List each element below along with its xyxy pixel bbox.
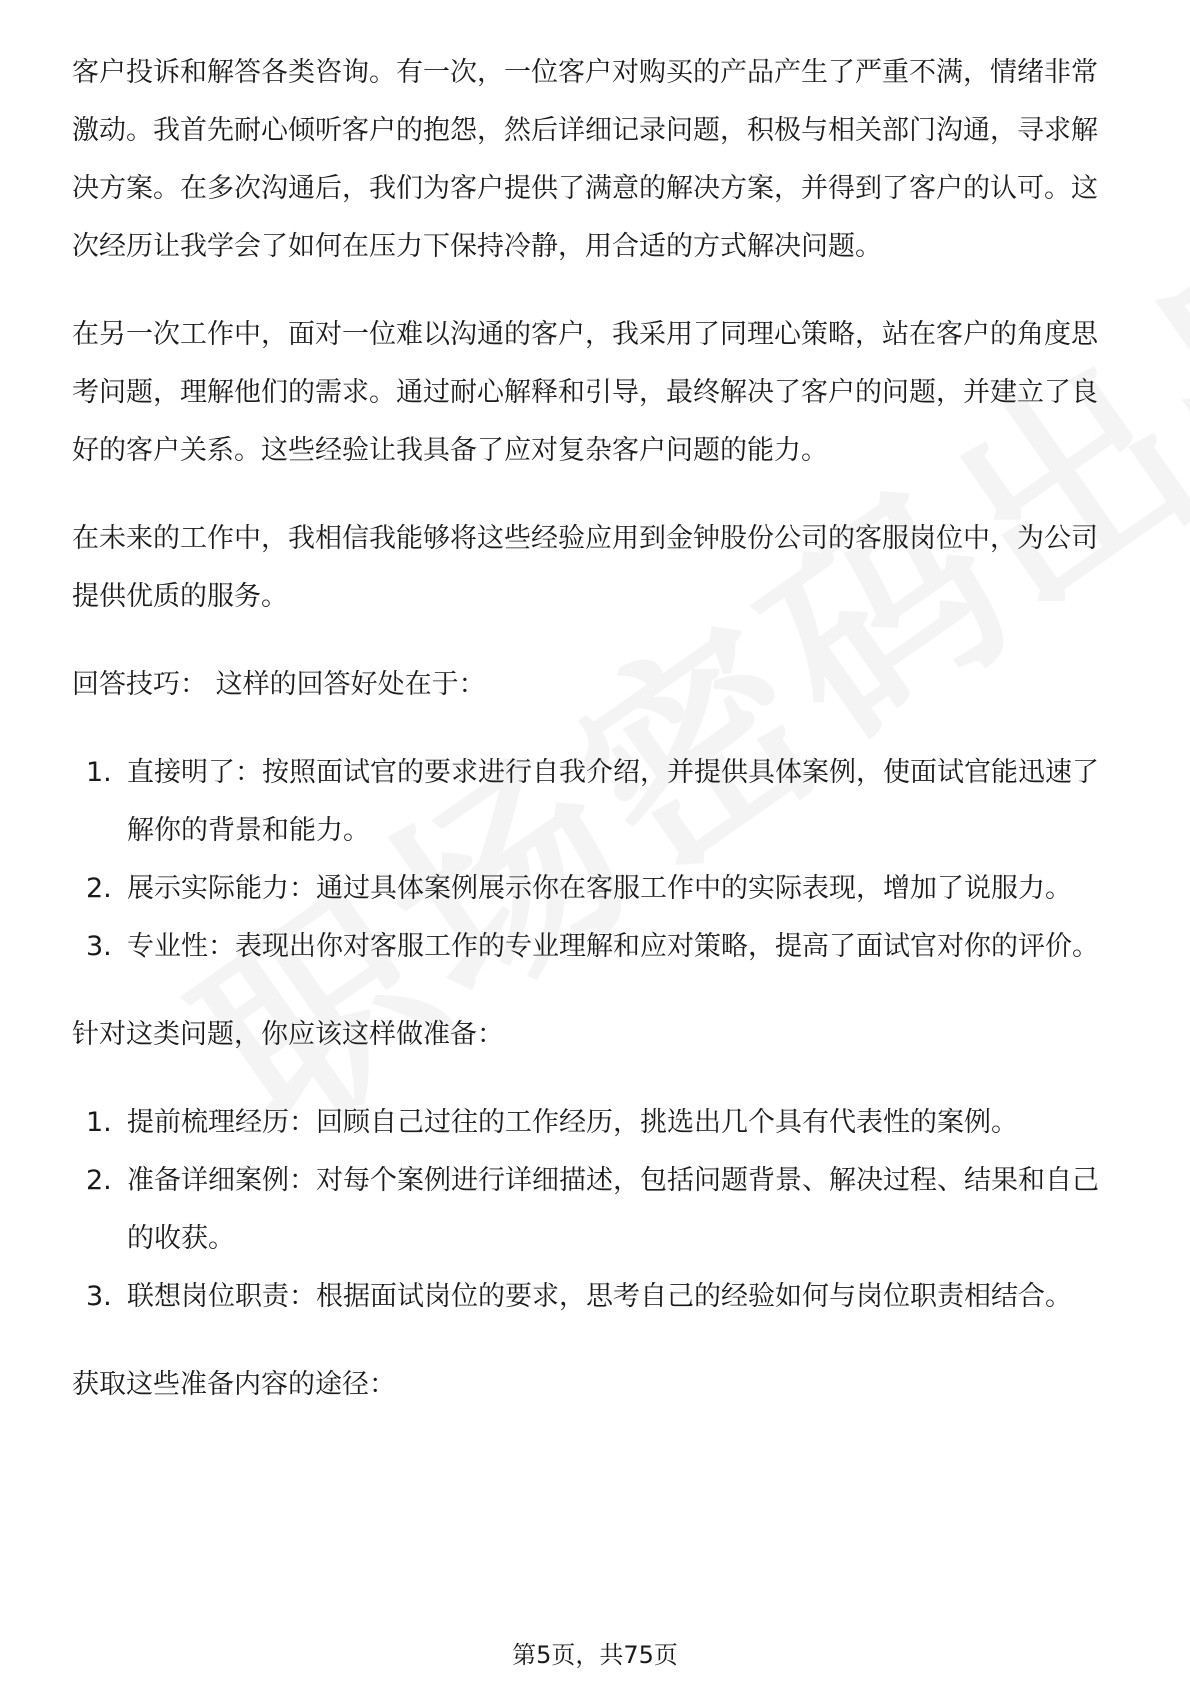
list-item-text: 联想岗位职责：根据面试岗位的要求，思考自己的经验如何与岗位职责相结合。 [127,1281,1072,1312]
list-item-number: 3. [86,931,112,962]
list-item-text: 准备详细案例：对每个案例进行详细描述，包括问题背景、解决过程、结果和自己的收获。 [127,1165,1099,1254]
paragraph-empathy-strategy: 在另一次工作中，面对一位难以沟通的客户，我采用了同理心策略，站在客户的角度思考问题，理解他们的需求。通过耐心解释和引导，最终解决了客户的问题，并建立了良好的客户关系。这些经验让我具备了应对复杂客户问题的能力。 [72,319,1098,466]
list-item [72,918,1120,976]
list-item-number: 1. [86,1107,112,1138]
list-item-text: 专业性：表现出你对客服工作的专业理解和应对策略，提高了面试官对你的评价。 [127,931,1099,962]
document-body [72,44,1120,1414]
heading-preparation: 针对这类问题，你应该这样做准备： [72,1019,504,1050]
list-item-number: 3. [86,1281,112,1312]
list-item-number: 2. [86,873,112,904]
paragraph-customer-complaint: 客户投诉和解答各类咨询。有一次，一位客户对购买的产品产生了严重不满，情绪非常激动。我首先耐心倾听客户的抱怨，然后详细记录问题，积极与相关部门沟通，寻求解决方案。在多次沟通后，我们为客户提供了满意的解决方案，并得到了客户的认可。这次经历让我学会了如何在压力下保持冷静，用合适的方式解决问题。 [72,57,1098,262]
list-answer-tips [72,744,1120,976]
list-item [72,1152,1120,1268]
heading-sources: 获取这些准备内容的途径： [72,1369,396,1400]
list-item-text: 直接明了：按照面试官的要求进行自我介绍，并提供具体案例，使面试官能迅速了解你的背景和能力。 [127,757,1099,846]
list-preparation [72,1094,1120,1326]
list-item [72,1094,1120,1152]
list-item-text: 展示实际能力：通过具体案例展示你在客服工作中的实际表现，增加了说服力。 [127,873,1072,904]
list-item-number: 1. [86,757,112,788]
paragraph-future-work: 在未来的工作中，我相信我能够将这些经验应用到金钟股份公司的客服岗位中，为公司提供优质的服务。 [72,523,1098,612]
heading-answer-tips: 回答技巧： 这样的回答好处在于： [72,669,486,700]
list-item [72,860,1120,918]
list-item-number: 2. [86,1165,112,1196]
page-number: 第5页，共75页 [512,1641,678,1669]
list-item-text: 提前梳理经历：回顾自己过往的工作经历，挑选出几个具有代表性的案例。 [127,1107,1018,1138]
list-item [72,1268,1120,1326]
list-item [72,744,1120,860]
